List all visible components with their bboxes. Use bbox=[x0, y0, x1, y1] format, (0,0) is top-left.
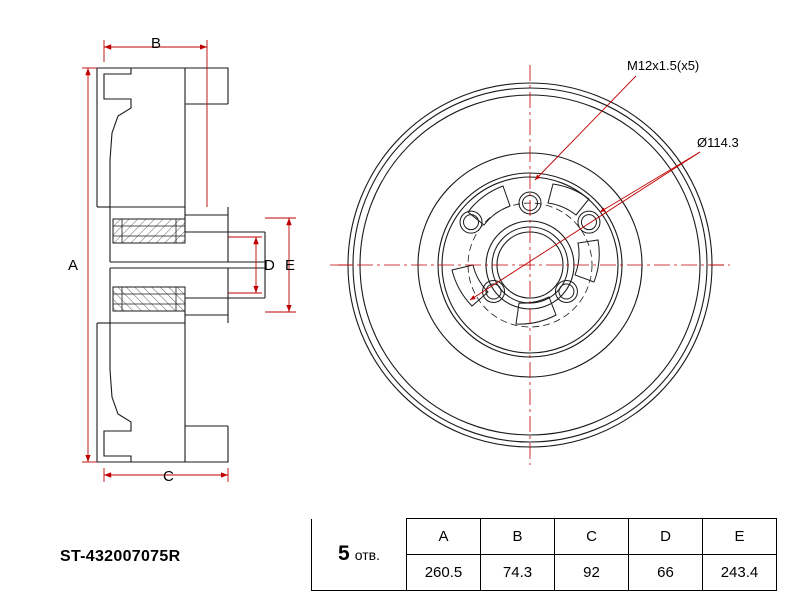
pcd-callout-text: Ø114.3 bbox=[697, 135, 739, 150]
callout-leaders bbox=[470, 76, 700, 300]
drawing-text bbox=[68, 35, 739, 485]
spec-table-header-row bbox=[312, 519, 777, 555]
dim-label-e: E bbox=[285, 257, 296, 274]
value-b: 74.3 bbox=[481, 555, 555, 591]
vent-pockets bbox=[452, 184, 599, 324]
header-c: C bbox=[555, 519, 629, 555]
header-a: A bbox=[407, 519, 481, 555]
holes-label: отв. bbox=[354, 547, 380, 564]
value-c: 92 bbox=[555, 555, 629, 591]
center-lines bbox=[330, 65, 730, 465]
header-e: E bbox=[703, 519, 777, 555]
holes-count: 5 bbox=[338, 542, 350, 566]
dim-label-a: A bbox=[68, 257, 79, 274]
front-view bbox=[330, 65, 730, 465]
dim-label-b: B bbox=[151, 35, 162, 52]
dim-label-c: C bbox=[163, 468, 174, 485]
spec-table bbox=[311, 518, 777, 591]
header-b: B bbox=[481, 519, 555, 555]
part-number: ST-432007075R bbox=[60, 548, 181, 565]
thread-callout-text: M12x1.5(x5) bbox=[627, 58, 700, 73]
value-e: 243.4 bbox=[703, 555, 777, 591]
dim-label-d: D bbox=[264, 257, 275, 274]
value-d: 66 bbox=[629, 555, 703, 591]
header-d: D bbox=[629, 519, 703, 555]
holes-cell bbox=[312, 519, 407, 591]
value-a: 260.5 bbox=[407, 555, 481, 591]
